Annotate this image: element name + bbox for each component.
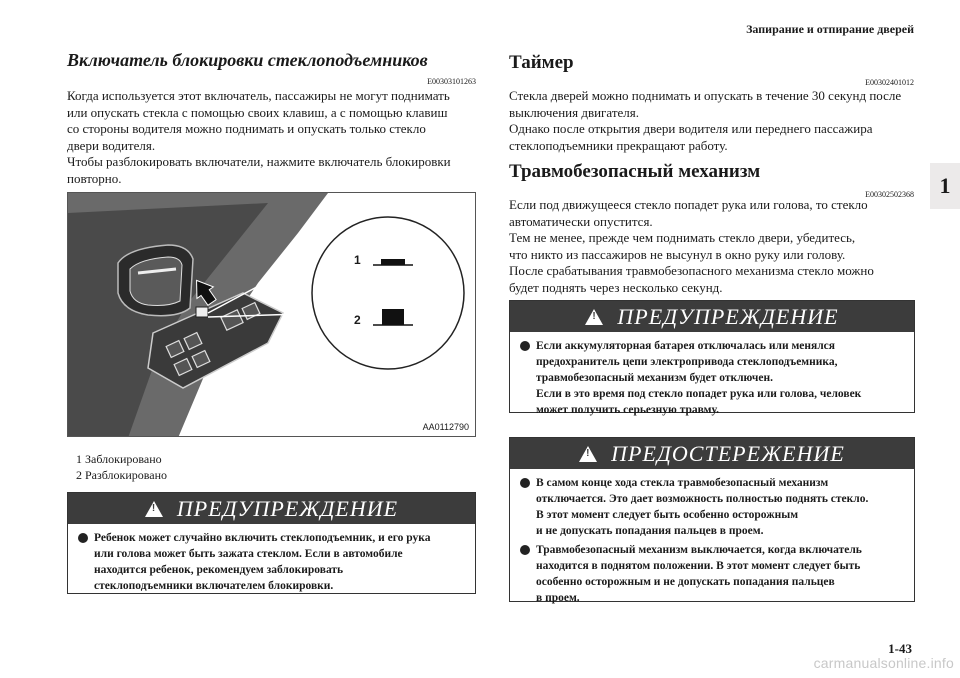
caution-item-text: Травмобезопасный механизм выключается, когда включатель находится в поднятом положении. В этот момент следует быть особенно осторожным и не допускать попадания пальцев в проем.: [536, 544, 862, 604]
caution-item: [520, 475, 904, 539]
bullet-icon: [520, 341, 530, 351]
figure-code: AA0112790: [422, 422, 469, 432]
warning-heading: ПРЕДУПРЕЖДЕНИЕ: [176, 495, 399, 521]
legend-item-unlocked: 2 Разблокировано: [76, 468, 168, 482]
bullet-icon: [520, 478, 530, 488]
figure-legend: [76, 451, 167, 483]
timer-body: Стекла дверей можно поднимать и опускать в течение 30 секунд после выключения двигателя. Однако после открытия двери водителя или переднего пассажира стеклоподъемники прекращают работу.: [509, 88, 902, 153]
caution-box: [509, 437, 915, 602]
left-warning-box: [67, 492, 476, 594]
warning-triangle-icon: [579, 446, 597, 462]
warning-item-text: Ребенок может случайно включить стеклоподъемник, и его рука или голова может быть зажата стеклом. Если в автомобиле находится ребенок, рекомендуем заблокировать стеклоподъемники включателем блокировки.: [94, 532, 431, 592]
warning-item: [78, 530, 465, 594]
warning-header: [510, 301, 914, 332]
bullet-icon: [78, 533, 88, 543]
lock-switch-figure: [67, 192, 476, 437]
timer-code: E00302401012: [865, 78, 914, 87]
caution-item: [520, 542, 904, 606]
page-number: 1-43: [888, 641, 912, 656]
section-title-lock-switch: Включатель блокировки стеклоподъемников: [67, 50, 428, 70]
caution-heading: ПРЕДОСТЕРЕЖЕНИЕ: [611, 440, 845, 466]
warning-triangle-icon: [585, 309, 603, 325]
warning-heading: ПРЕДУПРЕЖДЕНИЕ: [617, 303, 839, 329]
section-title-safety: Травмобезопасный механизм: [509, 161, 761, 182]
magnifier-circle: [312, 217, 464, 369]
chapter-tab: 1: [930, 163, 960, 209]
legend-item-locked: 1 Заблокировано: [76, 452, 162, 466]
warning-item: [520, 338, 904, 418]
bullet-icon: [520, 545, 530, 555]
safety-body: Если под движущееся стекло попадет рука или голова, то стекло автоматически опустится. Тем не менее, прежде чем поднимать стекло двери, убедитесь, что никто из пассажиров не высунул в окно руку или голову. После срабатывания травмобезопасного механизма стекло можно будет поднять через несколько секунд.: [509, 197, 874, 295]
warning-item-text: Если аккумуляторная батарея отключалась или менялся предохранитель цепи электропривода стеклоподъемника, травмобезопасный механизм будет отключен. Если в это время под стекло попадет рука или голова, человек может получить серьезную травму.: [536, 340, 862, 416]
section-body: Когда используется этот включатель, пассажиры не могут поднимать или опускать стекла с помощью своих клавиш, а с помощью клавиш со стороны водителя можно поднимать и опускать только стекло двери водителя. Чтобы разблокировать включатели, нажмите включатель блокировки повторно.: [67, 88, 451, 186]
warning-triangle-icon: [145, 501, 163, 517]
caution-header: [510, 438, 914, 469]
lock-switch-highlight: [196, 307, 208, 317]
callout-2-label: 2: [354, 313, 361, 327]
callout-1-label: 1: [354, 253, 361, 267]
safety-code: E00302502368: [865, 190, 914, 199]
right-warning-box: [509, 300, 915, 416]
watermark: carmanualsonline.info: [813, 655, 954, 671]
warning-header: [68, 493, 475, 524]
caution-item-text: В самом конце хода стекла травмобезопасный механизм отключается. Это дает возможность полностью поднять стекло. В этот момент следует быть особенно осторожным и не допускать попадания пальцев в проем.: [536, 477, 869, 537]
section-code: E00303101263: [427, 77, 476, 86]
section-title-timer: Таймер: [509, 52, 574, 73]
running-header: Запирание и отпирание дверей: [746, 22, 914, 36]
door-panel-illustration: [68, 193, 476, 437]
